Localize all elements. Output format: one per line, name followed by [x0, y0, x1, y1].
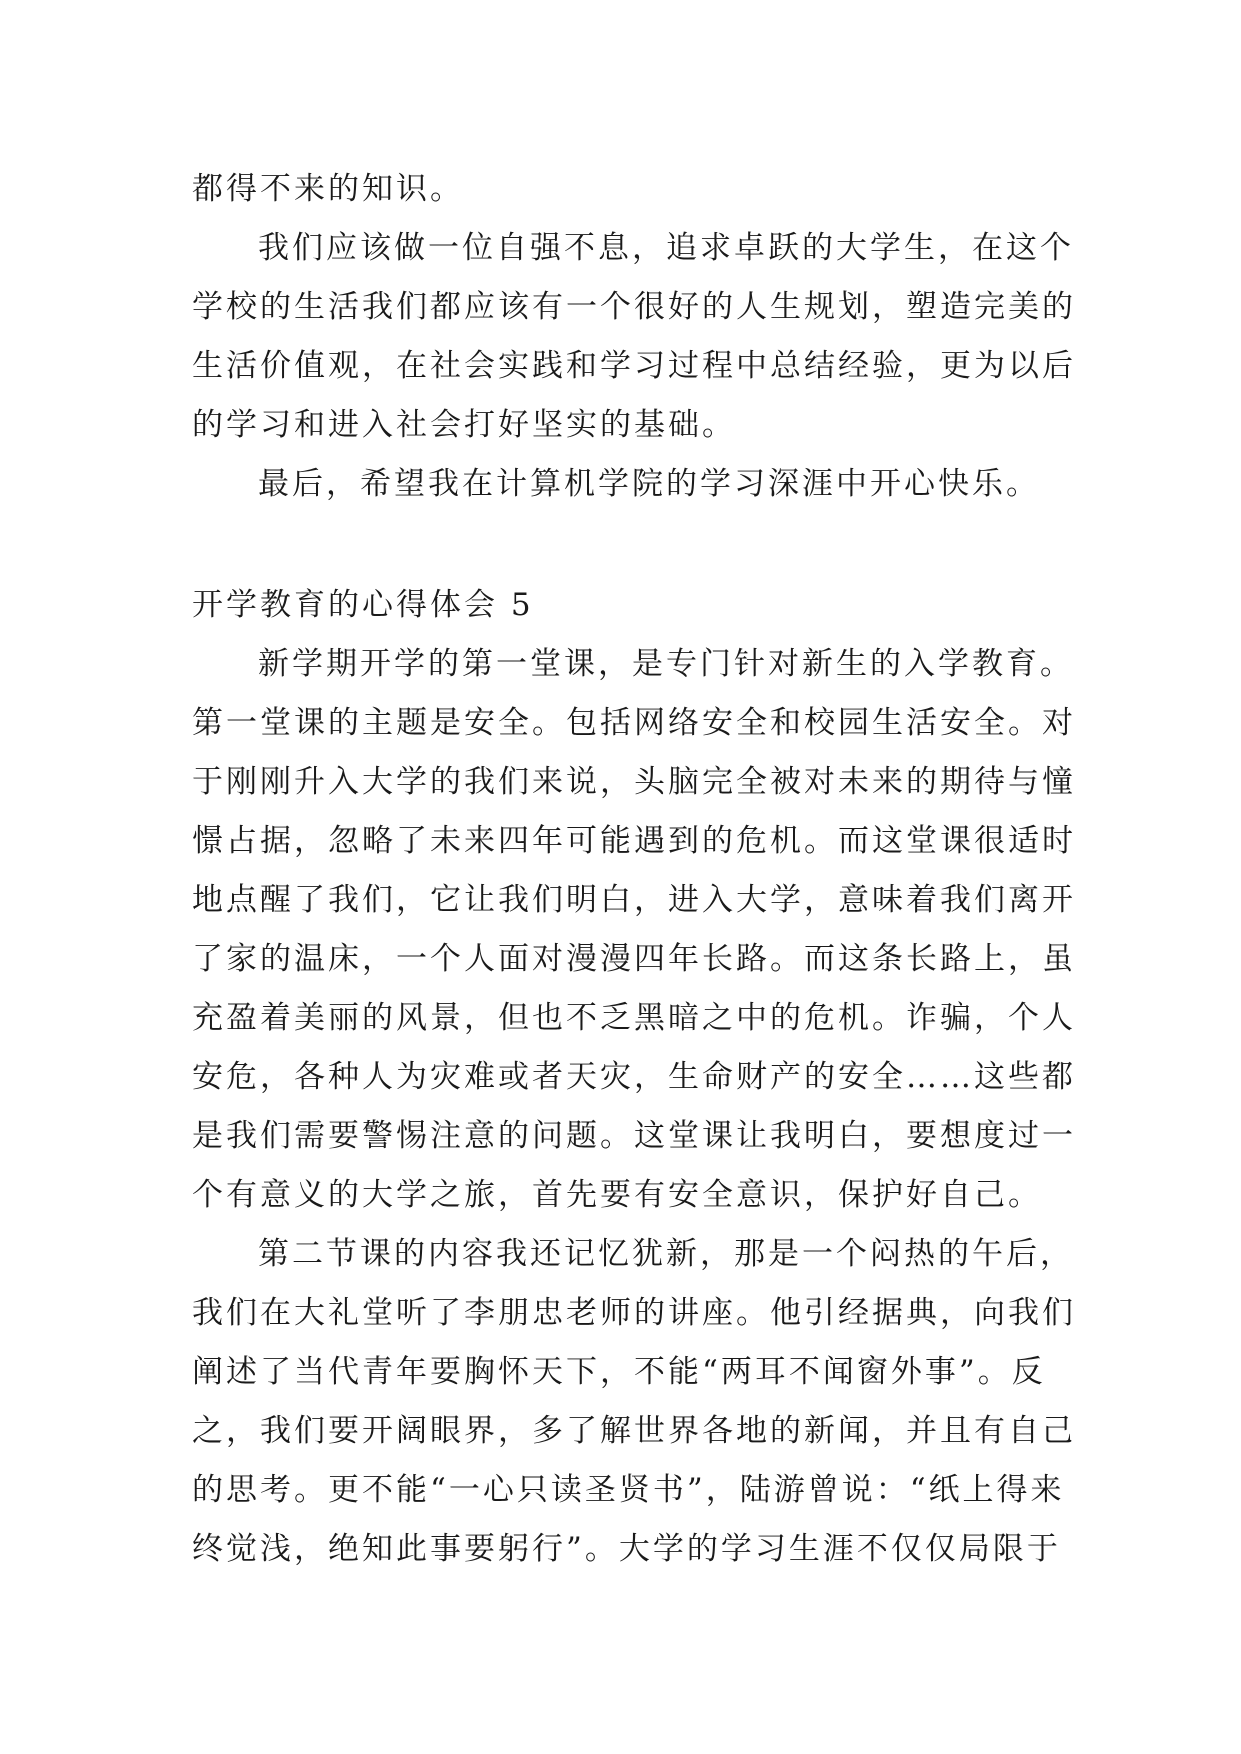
section-heading: 开学教育的心得体会 5 [192, 587, 534, 623]
text-line: 之，我们要开阔眼界，多了解世界各地的新闻，并且有自己 [192, 1413, 1076, 1449]
text-line: 都得不来的知识。 [192, 171, 464, 207]
text-line: 个有意义的大学之旅，首先要有安全意识，保护好自己。 [192, 1177, 1042, 1213]
text-line: 第二节课的内容我还记忆犹新，那是一个闷热的午后， [258, 1236, 1074, 1272]
text-line: 第一堂课的主题是安全。包括网络安全和校园生活安全。对 [192, 705, 1076, 741]
text-line: 新学期开学的第一堂课，是专门针对新生的入学教育。 [258, 646, 1074, 682]
text-line: 了家的温床，一个人面对漫漫四年长路。而这条长路上，虽 [192, 941, 1076, 977]
section-spacer [192, 514, 1072, 576]
text-line: 地点醒了我们，它让我们明白，进入大学，意味着我们离开 [192, 882, 1076, 918]
text-line: 生活价值观，在社会实践和学习过程中总结经验，更为以后 [192, 348, 1076, 384]
paragraph-aspiration [192, 219, 1076, 455]
text-line: 充盈着美丽的风景，但也不乏黑暗之中的危机。诈骗，个人 [192, 1000, 1076, 1036]
text-line: 阐述了当代青年要胸怀天下，不能“两耳不闻窗外事”。反 [192, 1354, 1046, 1390]
text-line: 最后，希望我在计算机学院的学习深涯中开心快乐。 [258, 466, 1040, 502]
text-line: 安危，各种人为灾难或者天灾，生命财产的安全……这些都 [192, 1059, 1076, 1095]
text-line: 终觉浅，绝知此事要躬行”。大学的学习生涯不仅仅局限于 [192, 1531, 1061, 1567]
paragraph-lecture [192, 1225, 1076, 1579]
document-page [192, 160, 1076, 1579]
text-line: 是我们需要警惕注意的问题。这堂课让我明白，要想度过一 [192, 1118, 1076, 1154]
paragraph-continuation [192, 160, 1072, 219]
text-line: 我们应该做一位自强不息，追求卓跃的大学生，在这个 [258, 230, 1074, 266]
text-line: 于刚刚升入大学的我们来说，头脑完全被对未来的期待与憧 [192, 764, 1076, 800]
text-line: 我们在大礼堂听了李朋忠老师的讲座。他引经据典，向我们 [192, 1295, 1076, 1331]
text-line: 的思考。更不能“一心只读圣贤书”，陆游曾说：“纸上得来 [192, 1472, 1065, 1508]
paragraph-safety-lesson [192, 635, 1076, 1225]
paragraph-closing [192, 455, 1072, 514]
text-line: 憬占据，忽略了未来四年可能遇到的危机。而这堂课很适时 [192, 823, 1076, 859]
text-line: 学校的生活我们都应该有一个很好的人生规划，塑造完美的 [192, 289, 1076, 325]
text-line: 的学习和进入社会打好坚实的基础。 [192, 407, 736, 443]
